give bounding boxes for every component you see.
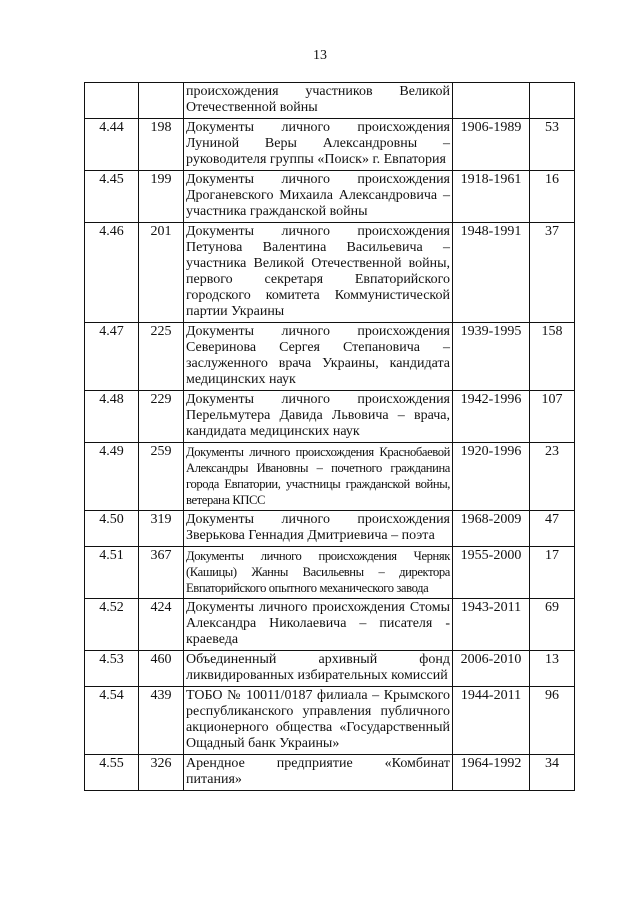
row-number-cell: 4.55 [85,755,139,791]
table-row [85,171,575,223]
dates-cell: 1964-1992 [453,755,530,791]
fond-title-cell: ТОБО № 10011/0187 филиала – Крымского республиканского управления публичного акционерного общества «Государственный Ощадный банк Украины» [184,687,453,755]
table-row-continuation [85,83,575,119]
dates-cell: 1944-2011 [453,687,530,755]
units-count-cell: 107 [530,391,575,443]
units-count-cell: 53 [530,119,575,171]
fond-number-cell: 199 [139,171,184,223]
archive-fonds-table [84,82,575,791]
units-count-cell: 69 [530,599,575,651]
fond-title-cell: Документы личного происхождения Луниной Веры Александровны – руководителя группы «Поиск» г. Евпатория [184,119,453,171]
row-number-cell: 4.51 [85,547,139,599]
dates-cell: 1943-2011 [453,599,530,651]
units-count-cell: 16 [530,171,575,223]
table-row [85,599,575,651]
fond-title-cell: Документы личного происхождения Зверькова Геннадия Дмитриевича – поэта [184,511,453,547]
row-number-cell: 4.46 [85,223,139,323]
dates-cell: 1968-2009 [453,511,530,547]
fond-number-cell: 201 [139,223,184,323]
units-count-cell: 34 [530,755,575,791]
table-row [85,687,575,755]
dates-cell: 1942-1996 [453,391,530,443]
fond-number-cell [139,83,184,119]
fond-number-cell: 259 [139,443,184,511]
fond-number-cell: 460 [139,651,184,687]
fond-number-cell: 439 [139,687,184,755]
fond-title-cell: Документы личного происхождения Черняк (Кашицы) Жанны Васильевны – директора Евпаторийского опытного механического завода [184,547,453,599]
table-row [85,323,575,391]
dates-cell: 1918-1961 [453,171,530,223]
units-count-cell: 47 [530,511,575,547]
row-number-cell: 4.54 [85,687,139,755]
units-count-cell: 158 [530,323,575,391]
fond-title-cell: происхождения участников Великой Отечественной войны [184,83,453,119]
fond-title-cell: Документы личного происхождения Стомы Александра Николаевича – писателя - краеведа [184,599,453,651]
table-row [85,391,575,443]
units-count-cell: 13 [530,651,575,687]
table-row [85,547,575,599]
row-number-cell [85,83,139,119]
row-number-cell: 4.52 [85,599,139,651]
row-number-cell: 4.48 [85,391,139,443]
row-number-cell: 4.47 [85,323,139,391]
dates-cell: 1939-1995 [453,323,530,391]
table-row [85,443,575,511]
dates-cell: 1948-1991 [453,223,530,323]
row-number-cell: 4.44 [85,119,139,171]
fond-number-cell: 225 [139,323,184,391]
row-number-cell: 4.50 [85,511,139,547]
units-count-cell: 37 [530,223,575,323]
fond-number-cell: 424 [139,599,184,651]
dates-cell: 1920-1996 [453,443,530,511]
fond-number-cell: 367 [139,547,184,599]
row-number-cell: 4.49 [85,443,139,511]
fond-number-cell: 198 [139,119,184,171]
units-count-cell [530,83,575,119]
fond-title-cell: Документы личного происхождения Перельмутера Давида Львовича – врача, кандидата медицинских наук [184,391,453,443]
fond-title-cell: Документы личного происхождения Дроганевского Михаила Александровича – участника гражданской войны [184,171,453,223]
fond-title-cell: Объединенный архивный фонд ликвидированных избирательных комиссий [184,651,453,687]
table-row [85,755,575,791]
fond-number-cell: 229 [139,391,184,443]
row-number-cell: 4.45 [85,171,139,223]
units-count-cell: 23 [530,443,575,511]
dates-cell: 1955-2000 [453,547,530,599]
row-number-cell: 4.53 [85,651,139,687]
fond-title-cell: Документы личного происхождения Северинова Сергея Степановича – заслуженного врача Украины, кандидата медицинских наук [184,323,453,391]
units-count-cell: 17 [530,547,575,599]
fond-number-cell: 326 [139,755,184,791]
fond-title-cell: Документы личного происхождения Краснобаевой Александры Ивановны – почетного гражданина города Евпатории, участницы гражданской войны, ветерана КПСС [184,443,453,511]
fond-title-cell: Документы личного происхождения Петунова Валентина Васильевича – участника Великой Отечественной войны, первого секретаря Евпаторийского городского комитета Коммунистической партии Украины [184,223,453,323]
table-row [85,223,575,323]
table-row [85,119,575,171]
fond-number-cell: 319 [139,511,184,547]
dates-cell: 2006-2010 [453,651,530,687]
dates-cell: 1906-1989 [453,119,530,171]
table-row [85,511,575,547]
table-row [85,651,575,687]
dates-cell [453,83,530,119]
units-count-cell: 96 [530,687,575,755]
page-number: 13 [313,48,327,63]
fond-title-cell: Арендное предприятие «Комбинат питания» [184,755,453,791]
